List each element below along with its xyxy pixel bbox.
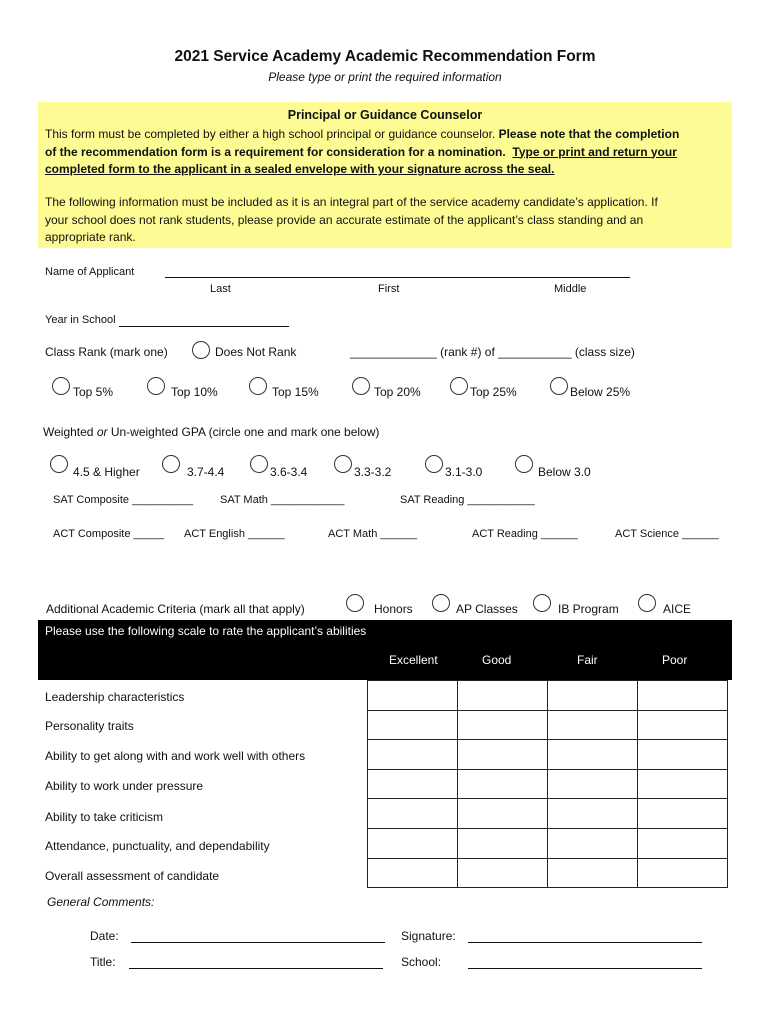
rating-cell[interactable] bbox=[458, 769, 548, 799]
rank-top15-radio[interactable] bbox=[249, 377, 267, 395]
criteria-label: Personality traits bbox=[45, 719, 134, 733]
rank-of-class-field[interactable]: _____________ (rank #) of ___________ (class size) bbox=[350, 345, 635, 359]
rating-cell[interactable] bbox=[548, 858, 638, 888]
notice-text: The following information must be included as it is an integral part of the service academy candidate’s application. If bbox=[45, 195, 658, 209]
rating-cell[interactable] bbox=[638, 740, 728, 770]
criteria-label: Ability to get along with and work well with others bbox=[45, 749, 306, 763]
class-rank-label: Class Rank (mark one) bbox=[45, 345, 168, 359]
table-row bbox=[368, 858, 728, 888]
rating-cell[interactable] bbox=[638, 799, 728, 829]
year-label: Year in School bbox=[45, 314, 116, 326]
rank-top10-radio[interactable] bbox=[147, 377, 165, 395]
rating-cell[interactable] bbox=[458, 828, 548, 858]
table-row bbox=[368, 710, 728, 740]
gpa-label-or: or bbox=[96, 425, 108, 439]
does-not-rank-label: Does Not Rank bbox=[215, 345, 297, 359]
rating-grid bbox=[367, 680, 728, 888]
notice-heading: Principal or Guidance Counselor bbox=[287, 108, 483, 122]
rating-cell[interactable] bbox=[548, 769, 638, 799]
middle-name-caption: Middle bbox=[554, 283, 587, 295]
additional-option-label: Honors bbox=[374, 602, 413, 616]
form-title: 2021 Service Academy Academic Recommendation Form bbox=[174, 48, 596, 65]
gpa-radio[interactable] bbox=[50, 455, 68, 473]
gpa-radio[interactable] bbox=[162, 455, 180, 473]
additional-option-label: IB Program bbox=[558, 602, 619, 616]
rating-cell[interactable] bbox=[458, 799, 548, 829]
aice-checkbox[interactable] bbox=[638, 594, 656, 612]
rating-cell[interactable] bbox=[548, 740, 638, 770]
column-fair: Fair bbox=[577, 653, 598, 667]
date-field[interactable] bbox=[131, 929, 385, 943]
general-comments-label: General Comments: bbox=[47, 895, 155, 909]
rank-below25-radio[interactable] bbox=[550, 377, 568, 395]
table-row bbox=[368, 681, 728, 711]
rating-cell[interactable] bbox=[458, 681, 548, 711]
column-good: Good bbox=[482, 653, 512, 667]
rating-cell[interactable] bbox=[638, 769, 728, 799]
gpa-label-text: Un-weighted GPA (circle one and mark one below) bbox=[107, 425, 380, 439]
sat-composite-field[interactable]: SAT Composite __________ bbox=[53, 494, 194, 506]
gpa-label bbox=[43, 425, 379, 439]
last-name-caption: Last bbox=[210, 283, 231, 295]
act-composite-field[interactable]: ACT Composite _____ bbox=[53, 528, 165, 540]
gpa-radio[interactable] bbox=[334, 455, 352, 473]
act-english-field[interactable]: ACT English ______ bbox=[184, 528, 285, 540]
notice-bold-text: Please note that the completion bbox=[498, 127, 680, 141]
does-not-rank-radio[interactable] bbox=[192, 341, 210, 359]
act-science-field[interactable]: ACT Science ______ bbox=[615, 528, 719, 540]
additional-criteria-label: Additional Academic Criteria (mark all that apply) bbox=[46, 602, 305, 616]
notice-text: This form must be completed by either a high school principal or guidance counselor. bbox=[45, 127, 499, 141]
rating-cell[interactable] bbox=[548, 681, 638, 711]
rank-top25-radio[interactable] bbox=[450, 377, 468, 395]
additional-option-label: AP Classes bbox=[456, 602, 518, 616]
rank-option-label: Top 5% bbox=[73, 385, 114, 399]
rating-cell[interactable] bbox=[548, 799, 638, 829]
rank-top20-radio[interactable] bbox=[352, 377, 370, 395]
sat-math-field[interactable]: SAT Math ____________ bbox=[220, 494, 345, 506]
criteria-label: Overall assessment of candidate bbox=[45, 869, 220, 883]
notice-paragraph-1 bbox=[45, 126, 725, 179]
rating-cell[interactable] bbox=[368, 799, 458, 829]
first-name-caption: First bbox=[378, 283, 400, 295]
signature-label: Signature: bbox=[401, 929, 456, 943]
table-row bbox=[368, 769, 728, 799]
criteria-label: Leadership characteristics bbox=[45, 690, 185, 704]
ap-classes-checkbox[interactable] bbox=[432, 594, 450, 612]
rank-option-label: Top 15% bbox=[272, 385, 319, 399]
gpa-option-label: 3.1-3.0 bbox=[445, 465, 483, 479]
column-excellent: Excellent bbox=[389, 653, 438, 667]
gpa-label-text: Weighted bbox=[43, 425, 97, 439]
notice-bold-text: of the recommendation form is a requirement for consideration for a nomination. bbox=[45, 144, 506, 159]
gpa-option-label: 3.7-4.4 bbox=[187, 465, 225, 479]
rating-cell[interactable] bbox=[638, 710, 728, 740]
rating-cell[interactable] bbox=[368, 710, 458, 740]
column-poor: Poor bbox=[662, 653, 688, 667]
table-row bbox=[368, 799, 728, 829]
rank-top5-radio[interactable] bbox=[52, 377, 70, 395]
gpa-radio[interactable] bbox=[425, 455, 443, 473]
rating-cell[interactable] bbox=[638, 858, 728, 888]
title-field[interactable] bbox=[129, 955, 383, 969]
rating-cell[interactable] bbox=[458, 740, 548, 770]
rating-instruction: Please use the following scale to rate the applicant’s abilities bbox=[45, 624, 367, 638]
rating-cell[interactable] bbox=[368, 858, 458, 888]
notice-underline-text: Type or print and return your bbox=[512, 144, 677, 159]
rating-cell[interactable] bbox=[548, 828, 638, 858]
year-field[interactable] bbox=[119, 314, 289, 327]
criteria-label: Attendance, punctuality, and dependability bbox=[45, 839, 270, 853]
rating-cell[interactable] bbox=[458, 710, 548, 740]
school-field[interactable] bbox=[468, 955, 702, 969]
gpa-option-label: Below 3.0 bbox=[538, 465, 591, 479]
rank-option-label: Top 25% bbox=[470, 385, 517, 399]
criteria-label: Ability to take criticism bbox=[45, 810, 164, 824]
sat-reading-field[interactable]: SAT Reading ___________ bbox=[400, 494, 535, 506]
notice-text: appropriate rank. bbox=[45, 230, 136, 244]
rank-option-label: Top 10% bbox=[171, 385, 218, 399]
school-label: School: bbox=[401, 955, 442, 969]
rating-scale-header bbox=[38, 620, 732, 680]
gpa-option-label: 4.5 & Higher bbox=[73, 465, 140, 479]
honors-checkbox[interactable] bbox=[346, 594, 364, 612]
name-field[interactable] bbox=[165, 265, 630, 278]
rating-cell[interactable] bbox=[368, 769, 458, 799]
title-label: Title: bbox=[90, 955, 116, 969]
notice-text: your school does not rank students, please provide an accurate estimate of the applicant’s class standing and an bbox=[45, 212, 644, 227]
gpa-radio[interactable] bbox=[515, 455, 533, 473]
notice-paragraph-2 bbox=[45, 194, 725, 247]
table-row bbox=[368, 828, 728, 858]
rating-cell[interactable] bbox=[458, 858, 548, 888]
notice-underline-text: completed form to the applicant in a sealed envelope with your signature across the seal. bbox=[45, 162, 555, 176]
name-label: Name of Applicant bbox=[45, 266, 135, 278]
notice-box bbox=[38, 102, 732, 248]
signature-field[interactable] bbox=[468, 929, 702, 943]
date-label: Date: bbox=[90, 929, 119, 943]
rating-cell[interactable] bbox=[368, 828, 458, 858]
rank-option-label: Below 25% bbox=[570, 385, 631, 399]
rating-cell[interactable] bbox=[368, 681, 458, 711]
gpa-option-label: 3.6-3.4 bbox=[270, 465, 308, 479]
rating-cell[interactable] bbox=[548, 710, 638, 740]
act-reading-field[interactable]: ACT Reading ______ bbox=[472, 528, 578, 540]
additional-option-label: AICE bbox=[663, 602, 692, 616]
rating-cell[interactable] bbox=[638, 828, 728, 858]
form-subtitle: Please type or print the required information bbox=[268, 70, 502, 84]
ib-program-checkbox[interactable] bbox=[533, 594, 551, 612]
table-row bbox=[368, 740, 728, 770]
rank-option-label: Top 20% bbox=[374, 385, 421, 399]
criteria-label: Ability to work under pressure bbox=[45, 779, 204, 793]
act-math-field[interactable]: ACT Math ______ bbox=[328, 528, 418, 540]
rating-cell[interactable] bbox=[638, 681, 728, 711]
rating-cell[interactable] bbox=[368, 740, 458, 770]
gpa-option-label: 3.3-3.2 bbox=[354, 465, 392, 479]
gpa-radio[interactable] bbox=[250, 455, 268, 473]
